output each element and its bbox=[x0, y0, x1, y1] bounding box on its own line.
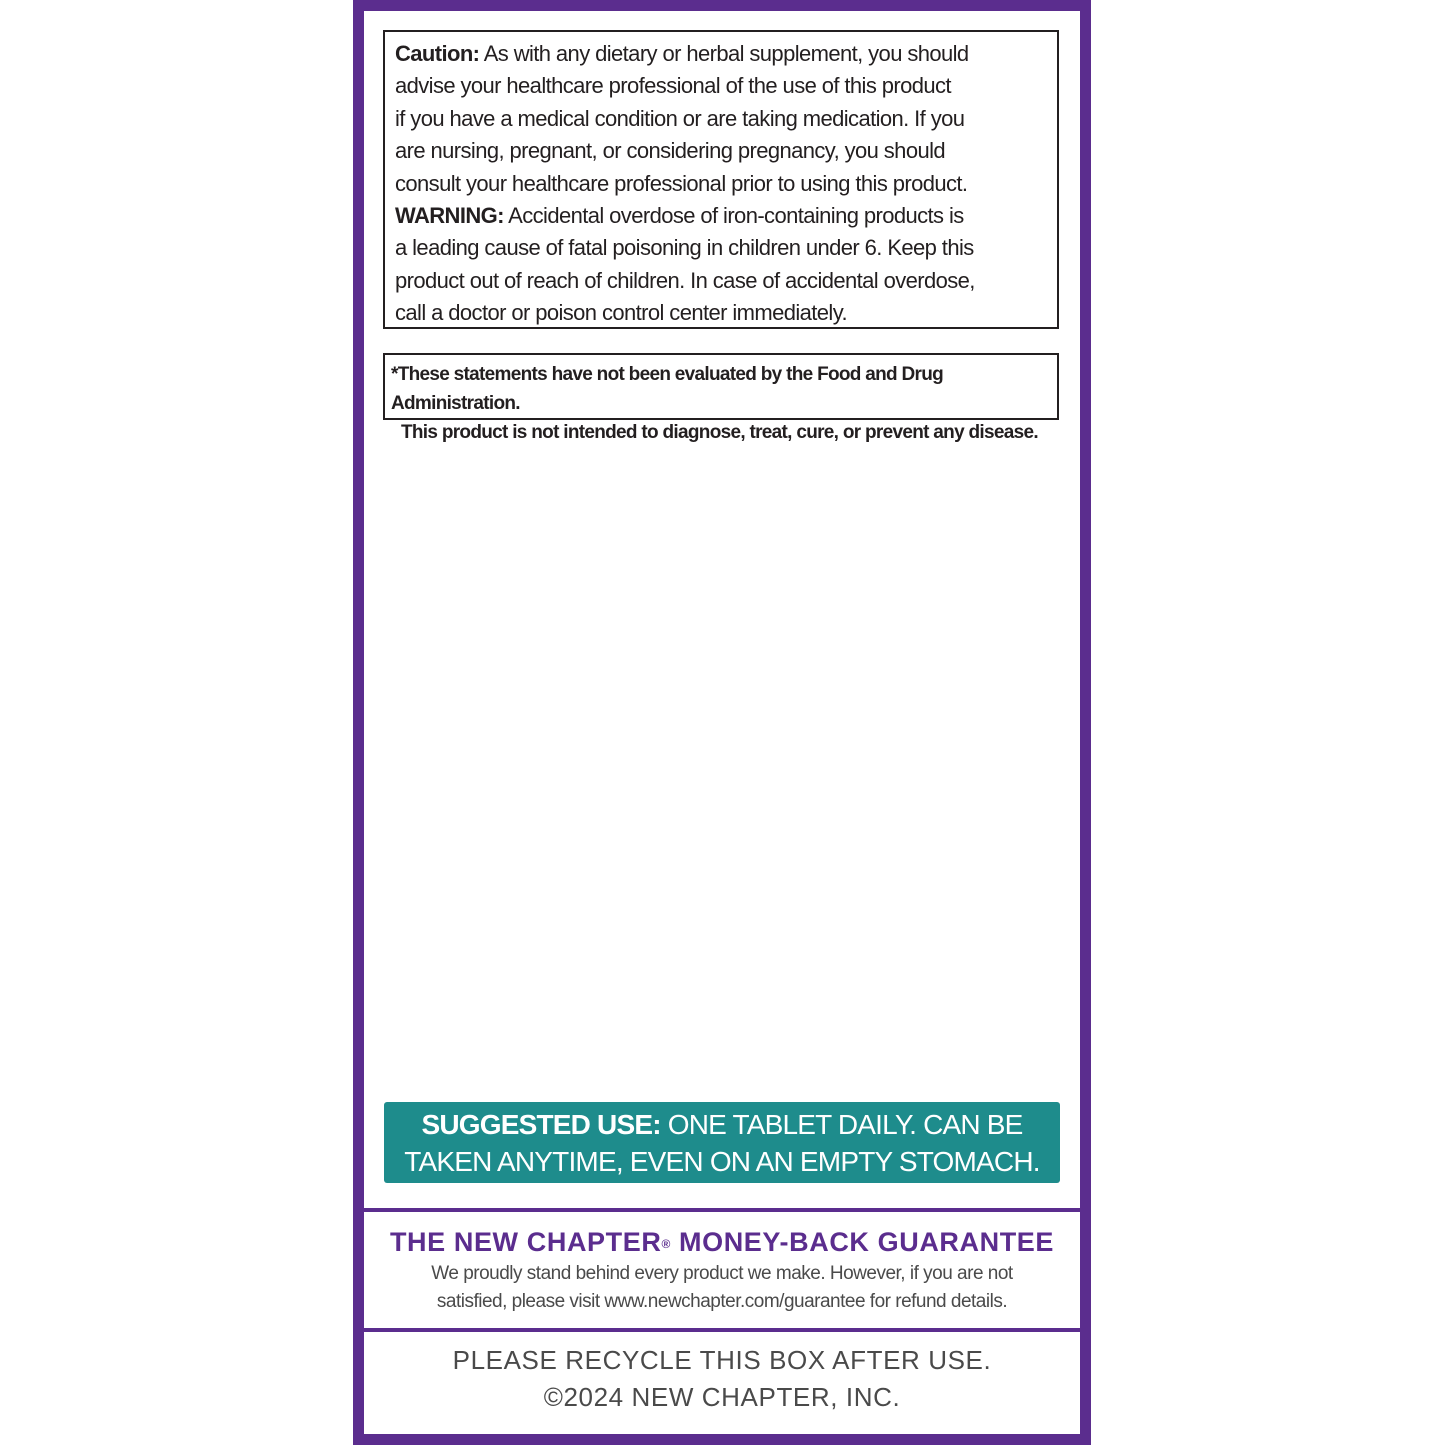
warning-label: WARNING: bbox=[395, 203, 504, 229]
guarantee-title-brand: THE NEW CHAPTER bbox=[389, 1227, 662, 1257]
suggested-use-line-2: TAKEN ANYTIME, EVEN ON AN EMPTY STOMACH. bbox=[404, 1146, 1040, 1177]
suggested-use-banner bbox=[384, 1102, 1060, 1183]
divider-top bbox=[364, 1208, 1080, 1212]
guarantee-text bbox=[364, 1260, 1080, 1316]
caution-line-3: if you have a medical condition or are taking medication. If you bbox=[395, 105, 965, 131]
guarantee-text-line-1: We proudly stand behind every product we make. However, if you are not bbox=[431, 1263, 1013, 1284]
caution-box bbox=[383, 30, 1059, 329]
divider-bottom bbox=[364, 1328, 1080, 1332]
caution-line-2: advise your healthcare professional of the use of this product bbox=[395, 73, 951, 99]
warning-line-3: product out of reach of children. In case of accidental overdose, bbox=[395, 267, 975, 293]
guarantee-text-line-2: satisfied, please visit www.newchapter.com/guarantee for refund details. bbox=[436, 1291, 1008, 1312]
guarantee-title bbox=[364, 1224, 1080, 1260]
recycle-notice: PLEASE RECYCLE THIS BOX AFTER USE. bbox=[452, 1345, 992, 1375]
footer bbox=[364, 1342, 1080, 1416]
caution-paragraph bbox=[395, 38, 1047, 330]
caution-line-5: consult your healthcare professional prior to using this product. bbox=[395, 170, 968, 196]
warning-line-1: Accidental overdose of iron-containing products is bbox=[503, 203, 964, 229]
fda-line-1: *These statements have not been evaluated by the Food and Drug Administration. bbox=[391, 364, 944, 414]
registered-mark: ® bbox=[661, 1237, 671, 1251]
copyright: ©2024 NEW CHAPTER, INC. bbox=[543, 1382, 901, 1412]
fda-line-2: This product is not intended to diagnose, treat, cure, or prevent any disease. bbox=[401, 422, 1038, 443]
caution-label: Caution: bbox=[395, 41, 480, 66]
suggested-use-label: SUGGESTED USE: bbox=[421, 1109, 661, 1140]
guarantee-section bbox=[364, 1224, 1080, 1316]
warning-line-4: call a doctor or poison control center immediately. bbox=[395, 300, 847, 326]
guarantee-title-rest: MONEY-BACK GUARANTEE bbox=[670, 1227, 1055, 1257]
caution-line-4: are nursing, pregnant, or considering pregnancy, you should bbox=[395, 138, 946, 164]
caution-line-1: As with any dietary or herbal supplement, you should bbox=[479, 41, 969, 66]
suggested-use-line-1: ONE TABLET DAILY. CAN BE bbox=[660, 1109, 1023, 1140]
fda-disclaimer-box bbox=[383, 353, 1059, 443]
warning-line-2: a leading cause of fatal poisoning in children under 6. Keep this bbox=[395, 235, 974, 261]
